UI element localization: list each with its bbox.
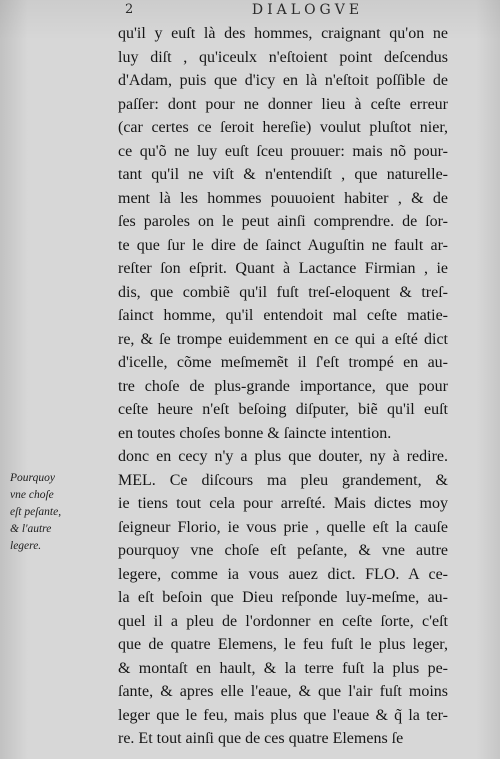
- text-line: en toutes choſes bonne & ſaincte intention.: [118, 424, 392, 442]
- marginal-note-line: Pourquoy: [10, 472, 55, 484]
- text-line: qu'il y euſt là des hommes, craignant qu'on ne: [118, 25, 448, 42]
- text-line: MEL. Ce diſcours ma pleu grandement, &: [118, 471, 448, 489]
- text-line: pourquoy vne choſe eſt peſante, & vne autre: [118, 542, 448, 559]
- text-line: re, & ſe trompe euidemment en ce qui a eſté dict: [118, 330, 448, 348]
- text-line: d'Adam, puis que d'icy en là n'eſtoit poſſible de: [118, 72, 448, 89]
- text-line: reſter ſon eſprit. Quant à Lactance Firmian , ie: [118, 260, 448, 277]
- text-line: leger que le feu, mais plus que l'eaue & q̃ la ter-: [118, 706, 448, 724]
- text-line: luy diſt , qu'iceulx n'eſtoient point deſcendus: [118, 48, 448, 66]
- text-line: ment là les hommes pouuoient habiter , & de: [118, 189, 448, 207]
- marginal-note-line: & l'autre: [10, 523, 52, 535]
- text-line: & montaſt en hault, & la terre fuſt la plus pe-: [118, 659, 448, 677]
- marginal-note: [10, 470, 118, 555]
- text-line: legere, comme ia vous auez dict. FLO. A ce-: [118, 565, 448, 583]
- text-line: la eſt beſoin que Dieu reſponde luy-meſme, au-: [118, 589, 448, 606]
- text-line: ſeigneur Florio, ie vous prie , quelle eſt la cauſe: [118, 518, 448, 536]
- text-line: paſſer: dont pour ne donner lieu à ceſte erreur: [118, 95, 448, 113]
- text-line: dis, que combiẽ qu'il fuſt treſ-eloquent & treſ-: [118, 283, 448, 301]
- text-line: ie tiens tout cela pour arreſté. Mais dictes moy: [118, 495, 448, 512]
- marginal-note-line: vne choſe: [10, 489, 54, 501]
- text-line: d'icelle, cõme meſmemẽt il ſ'eſt trompé en au-: [118, 354, 448, 371]
- text-line: tre choſe de plus-grande importance, que pour: [118, 377, 448, 395]
- text-line: tant qu'il ne viſt & n'entendiſt , que naturelle-: [118, 166, 448, 183]
- folio-number: 2: [125, 2, 137, 17]
- text-line: donc en cecy n'y a plus que douter, ny à redire.: [118, 448, 448, 465]
- text-line: ce qu'õ ne luy euſt ſceu prouuer: mais nõ pour-: [118, 142, 448, 160]
- text-line: (car certes ce ſeroit hereſie) voulut pluſtot nier,: [118, 119, 448, 136]
- page-header: [120, 2, 495, 22]
- text-line: ſante, & apres elle l'eaue, & que l'air fuſt moins: [118, 683, 448, 700]
- text-line: que de quatre Elemens, le feu fuſt le plus leger,: [118, 636, 448, 653]
- text-line: ſainct homme, qu'il entendoit mal ceſte matie-: [118, 307, 448, 324]
- text-line: ſes paroles on le peut ainſi comprendre. de ſor-: [118, 213, 448, 230]
- text-line: ceſte heure n'eſt beſoing diſputer, biẽ qu'il euſt: [118, 401, 448, 418]
- marginal-note-line: legere.: [10, 540, 42, 552]
- running-title: DIALOGVE: [251, 2, 364, 18]
- text-line: quel il a pleu de l'ordonner en ceſte ſorte, c'eſt: [118, 612, 448, 630]
- main-text-block: [118, 22, 448, 751]
- text-line: te que ſur le dire de ſainct Auguſtin ne fault ar-: [118, 236, 448, 254]
- text-line: re. Et tout ainſi que de ces quatre Elemens ſe: [118, 730, 404, 747]
- marginal-note-line: eſt peſante,: [10, 506, 62, 518]
